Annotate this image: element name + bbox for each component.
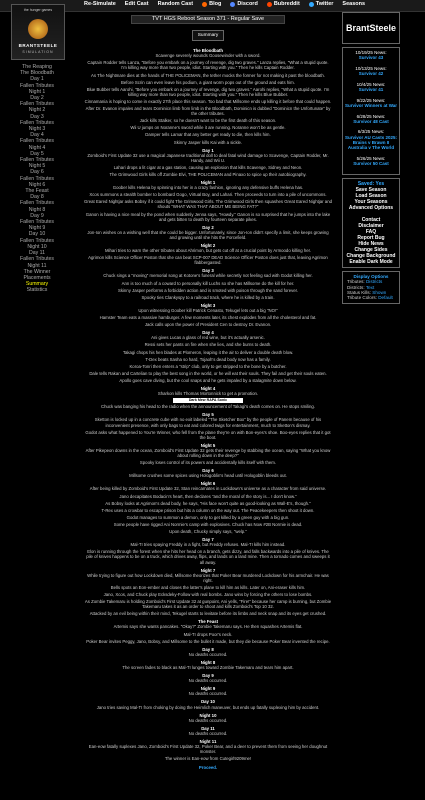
event-text: The Grimwood Girls kills off Zombie Elvi, THE POLICEMAN and Pinaxo to spice up their autobiography.	[109, 171, 307, 177]
display-option-row	[347, 295, 395, 300]
display-options-heading: Display Options	[353, 273, 389, 279]
summary-button[interactable]: Summary	[192, 30, 225, 41]
event-text: As The Nightmare dies at the hands of THE POLICEMAN, the tether mocks the former for not making it past the bloodbath.	[91, 72, 325, 78]
sidebar-item[interactable]: Fallen Tributes	[19, 200, 55, 207]
event-text: Mal-TI drops Poor's neck.	[183, 631, 233, 637]
event-text: Apollo goes cave diving, but the cool snaps and he gets impaled by a stalagmite down below.	[119, 377, 297, 383]
display-option-label: Districts:	[347, 284, 366, 290]
display-options-panel	[342, 271, 400, 304]
display-option-value[interactable]: Text	[365, 284, 375, 290]
event-text: Lahari drops a lit cigar at a gas station, causing an explosion that kills Scavenge, Sidney and Neon.	[113, 164, 303, 170]
event-text: T-Dex beats Sasha so hard, Tojaoh's dead body now has a family.	[145, 356, 271, 362]
option-link[interactable]: Save Season	[355, 186, 387, 193]
sidebar-item[interactable]: Night 6	[28, 181, 46, 188]
sidebar-item[interactable]: Day 1	[30, 76, 44, 83]
news-date: 10/19/25 News:	[355, 50, 387, 55]
event-text: Godot manages to summon a demon, only to get killed by a green guy with a big gun.	[126, 514, 290, 520]
sidebar-item[interactable]: The Winner	[23, 268, 51, 275]
event-text: The winner is Ean-eow from Cutegirl9209me!	[164, 756, 252, 762]
page-title: TVT HGS Reboot Season 371 - Regular Save	[131, 15, 285, 24]
event-text: Hamster Team eats a massive hamburger. A few moments later, its chest explodes from all the cholesterol and fat.	[99, 315, 317, 321]
sidebar-item[interactable]: Fallen Tributes	[19, 219, 55, 226]
sidebar-item[interactable]: Day 5	[30, 150, 44, 157]
news-link[interactable]: Survivor 42	[358, 71, 384, 77]
game-logo	[11, 4, 65, 60]
event-text: Mihari tries to warn the other tributes about Ahrimon, but gets cut off at a crucial point by Armoodo killing her.	[104, 248, 312, 254]
topnav-item-edit-cast[interactable]	[125, 1, 149, 7]
summary-sections	[84, 48, 332, 761]
event-text: T-Rex uses a crowbar to escape prison but hits a column on the way out. The Peacekeepers then shoot it down.	[101, 507, 315, 513]
event-text: Xcos summons a stealth bomber to bombard Gogo, Virtual Boy, and Lahari. Then proceeds to turn into a pile of uncommons.	[89, 192, 327, 198]
section-heading: Night 5	[200, 442, 216, 448]
event-text: No deaths occurred.	[188, 730, 228, 736]
section-heading: Day 10	[201, 699, 215, 705]
option-link[interactable]: Disclaimer	[358, 222, 384, 229]
sidebar-item[interactable]: Night 3	[28, 126, 46, 133]
sidebar-item[interactable]: The Feast	[25, 188, 49, 195]
topnav-label: Edit Cast	[124, 1, 149, 7]
event-text: Skinny Jasper kills Kai with a sickle.	[173, 139, 243, 145]
event-text: After being killed by Zomboid's First Update 32, Stan reincarnates in Lockdown's universe as a character from said universe.	[89, 486, 327, 492]
sidebar-item[interactable]: Statistics	[26, 287, 48, 294]
sidebar-item[interactable]: Placements	[23, 274, 51, 281]
event-text: While trying to figure out how Lockdown died, Millsome theorizes that Poker Bear murdered Lockdown for his armchair. He was right.	[87, 572, 329, 583]
event-text: Great Eared Nightjar asks Bobsy if it could fight The Grimwood Girls. The Grimwood Girls then squashes Great Eared Nightjar and shouts "WHAT WAS THAT ABOUT ME BEING FAT?"	[84, 199, 332, 210]
event-text: Jack calls upon the power of President Cen to destroy Dr. Evanon.	[144, 322, 272, 328]
section-heading: Day 9	[202, 673, 214, 679]
news-date: 6/3/25 News:	[357, 129, 385, 135]
event-text: No deaths occurred.	[188, 651, 228, 657]
option-link[interactable]: FAQ	[365, 228, 377, 235]
event-text: Before Scrin can even leave his podium, a giant worm pops out of the ground and eats him.	[121, 79, 295, 85]
section-heading: Day 8	[202, 646, 214, 652]
section-heading: Night 11	[199, 739, 217, 745]
display-option-value[interactable]: Districts	[365, 279, 383, 285]
event-text: Ean-eow fatally suplexes Jano, Zomboid's First Update 32, Poker Bear, and a deer to prevent them from seeing her doughnut monster.	[88, 744, 328, 755]
topnav-item-re-simulate[interactable]	[84, 1, 116, 7]
section-heading: Day 11	[201, 725, 215, 731]
event-text: The screen fades to black as Mal-TI lunges toward Zombie Takemaru and tears him apart.	[122, 665, 294, 670]
event-text: Jano, Xcos, and Chuck play Ecksdeky-Follow with real bombs. Jano wins by forcing the others to lose bombs.	[103, 591, 313, 597]
event-text: No deaths occurred.	[188, 717, 228, 723]
event-text: Cinnamania is hoping to come in exactly 27th place this season. Too bad that Millsome ends up killing it before that could happen.	[84, 98, 332, 104]
sidebar-item[interactable]: Fallen Tributes	[19, 237, 55, 244]
event-text: As Zombie Takemaru is holding Zomboid's First Update 32 at gunpoint, Ani yells, "Fire!" because her camp is burning, but Zombie Takemaru takes it as an order to shoot and kills Zomboid's Top 10 32.	[84, 599, 332, 610]
event-text: Chuck sings a "moving" memorial song at Kotone's funeral while secretly not feeling sad with Godot killing her.	[103, 273, 313, 279]
event-text: Skinny Jasper performs a forbidden action and is smoted with poison through the sand forever.	[117, 287, 299, 293]
sidebar-item[interactable]: The Bloodbath	[20, 70, 54, 77]
event-text: Godot asks what happened to You're Winner, who fell from the plane they're on with Bon-eyes's shoe. Boo-eyes replies that it got the boot.	[85, 429, 331, 440]
section-heading: Day 2	[202, 224, 214, 230]
event-text: After Pikepeon downs in the ocean, Zomboid's First Update 32 gets their revenge by stabbing the ocean, saying "What you know about rolling down in the deep?"	[85, 447, 331, 458]
sidebar-item[interactable]: Day 9	[30, 212, 44, 219]
news-date: 10/13/25 News:	[355, 65, 387, 71]
event-text: Ann is too much of a coward to personally kill Luchs so she has Millsome do the kill for her.	[121, 280, 295, 286]
event-text: As Bobsy looks at Agrimon's dead body, he says, "His face won't quite as good-looking as Wall-E's, though."	[105, 500, 311, 506]
news-link[interactable]: Survivor 41	[358, 87, 384, 93]
section-heading: Night 8	[200, 659, 216, 665]
sidebar-item[interactable]: Fallen Tributes	[19, 119, 55, 126]
section-heading: Day 5	[202, 412, 214, 418]
left-sidebar	[2, 0, 74, 294]
topnav-label: Discord	[237, 1, 258, 7]
topnav-label: Bubreddit	[273, 1, 300, 7]
sidebar-item[interactable]: Night 8	[28, 206, 46, 213]
option-link[interactable]: Your Seasons	[354, 198, 388, 205]
main-content	[84, 15, 332, 771]
event-text: Artemis says she wants pancakes. "Okay?" Zombie Takemaru says. He then squashes Artemis flat.	[113, 624, 303, 630]
discord-icon	[230, 2, 235, 7]
twitter-icon	[309, 2, 314, 7]
sidebar-item[interactable]: Night 4	[28, 144, 46, 151]
section-heading: Night 9	[200, 686, 216, 692]
event-text: Goober kills Helena by spinning into her in a crazy fashion, ignoring any defensive buffs Helena has.	[112, 185, 304, 191]
section-heading: Day 3	[202, 268, 214, 274]
event-text: Takagi chops his hen blades at Plomeron, leaping it the air to deliver a double death blow.	[122, 349, 294, 355]
bubreddit-icon	[267, 2, 272, 7]
news-link[interactable]: Survivor AU Casts 2025: Brains v Brawn II Australia v The World	[344, 134, 398, 151]
event-text: Scavenge severely wounds Goosewinder with a sword.	[155, 53, 261, 59]
event-text: Sharkon kills Thomas Mortonnick to get a promotion.	[157, 391, 259, 397]
display-option-label: Tributes:	[347, 279, 366, 285]
sidebar-item[interactable]: Fallen Tributes	[19, 175, 55, 182]
option-link[interactable]: Advanced Options	[348, 204, 394, 211]
event-text: Jon-Ion wishes on a wishing well that she could be bigger. Unfortunately, since Jon-Ion didn't specify a limit, she keeps growing and growing until she hits the Forcefield.	[87, 229, 329, 240]
saved-status: Saved: Yes	[357, 180, 385, 187]
event-text: Mal-TI tries spaying Freddy in a fight, but Freddy refuses. Mal-TI kills him instead.	[130, 542, 286, 548]
section-heading: Night 1	[200, 180, 216, 186]
section-heading: Night 6	[200, 481, 216, 487]
sidebar-item[interactable]: Fallen Tributes	[19, 138, 55, 145]
event-text: Upon death, Chucky simply says, "welp."	[169, 529, 247, 535]
topnav-label: Twitter	[315, 1, 334, 7]
sidebar-item[interactable]: Day 10	[28, 231, 46, 238]
sidebar-item[interactable]: Night 1	[28, 88, 46, 95]
event-text: Poker Bear invites Peggy, Jano, Bobsy, and Millsome to the bullet it made, but they die because Poker Bear invented the recipe.	[86, 638, 330, 644]
sidebar-item[interactable]: Fallen Tributes	[19, 82, 55, 89]
sidebar-item[interactable]: Fallen Tributes	[19, 256, 55, 263]
topnav-item-bubreddit[interactable]	[267, 1, 300, 7]
option-link[interactable]: Load Season	[355, 192, 387, 199]
section-heading: Day 1	[202, 147, 214, 153]
option-link[interactable]: Change Background	[346, 252, 396, 259]
sidebar-item[interactable]: Night 10	[27, 243, 47, 250]
event-text: Koroa-Tonri then enters a "strip" club, only to get stripped to the bone by a butcher.	[129, 363, 287, 369]
topnav-item-random-cast[interactable]	[158, 1, 193, 7]
user-name: BrantSteele	[342, 12, 400, 44]
sidebar-item[interactable]: Day 3	[30, 113, 44, 120]
event-text: Some people have rigged Ani Normie's camp with explosives. Chuck has Now #2B Normie is dead.	[113, 521, 303, 527]
event-text: Bells spots an Eon-ember and closes the latter's plane to kill him as kills. Later on, Ani-eraser kills him.	[110, 584, 306, 590]
logo-name: BRANTSTEELE	[18, 43, 58, 48]
event-text: Blue Bubber tells Aarohi, "Before you embark on a journey of revenge, dig two graves." Aarohi replies, "What a stupid quote. I'm killing way more than two people, idiot. Starting with you." Then he kills Blue Bubber.	[86, 86, 330, 97]
sidebar-item[interactable]: Night 2	[28, 107, 46, 114]
topnav-label: Random Cast	[157, 1, 194, 7]
section-heading: The Bloodbath	[192, 48, 224, 54]
news-date: 6/28/25 News:	[356, 113, 386, 119]
news-panel	[342, 47, 400, 175]
topnav-item-blog[interactable]	[202, 1, 221, 7]
sidebar-item[interactable]: The Reaping	[22, 64, 52, 70]
event-text: Chuck was banging his head to the radio when the announcement of Takagi's death comes on. He stops smiling.	[100, 404, 316, 410]
sidebar-item[interactable]: Day 8	[30, 194, 44, 201]
event-text: Ressi sets her pants on fire when she lies, and she burns to death.	[144, 342, 272, 348]
event-text: Jano tries saving Mal-TI from choking by doing the Heimlich maneuver, but ends up fatally suplexing him by accident.	[96, 704, 320, 710]
section-heading: Night 2	[200, 243, 216, 248]
sidebar-item[interactable]: Fallen Tributes	[19, 101, 55, 108]
sidebar-item[interactable]: Day 11	[28, 250, 46, 257]
section-heading: Night 10	[199, 712, 217, 718]
news-date: 5/26/25 News:	[356, 155, 386, 161]
sidebar-item[interactable]: Night 9	[28, 225, 46, 232]
event-text: No deaths occurred.	[188, 691, 228, 697]
sidebar-item[interactable]: Summary	[25, 281, 49, 288]
event-text: Jack kills Stalker, so he doesn't want to be the first death of this season.	[139, 118, 277, 124]
sidebar-item[interactable]: Day 6	[30, 169, 44, 176]
topnav-label: Blog	[209, 1, 222, 7]
section-heading: Day 4	[202, 330, 214, 336]
blog-icon	[202, 2, 207, 7]
section-heading: Night 4	[200, 385, 216, 391]
news-date: 10/4/25 News:	[356, 81, 386, 87]
event-text: Captain Rodder tells Lanza, "Before you embark on a journey of revenge, dig two graves." Lanza replies, "What a stupid quote. I'm killing way more than two people, idiot. Starting with you." Then he kills Captain Rodder.	[87, 60, 329, 71]
sidebar-item[interactable]: Night 5	[28, 163, 46, 170]
display-option-label: Status Kills:	[347, 290, 373, 296]
topnav-item-seasons[interactable]	[342, 1, 365, 7]
section-heading: Day 7	[202, 537, 214, 543]
event-text: Spooky ties Clankyspy to a railroad track, where he is killed by a train.	[141, 294, 275, 300]
display-option-label: Tribute Colors:	[347, 295, 379, 301]
display-option-value[interactable]: Shown	[372, 290, 387, 296]
topnav-label: Re-Simulate	[84, 1, 116, 7]
event-text: Damper tells Lamar that any better get ready to die, then kills him.	[145, 132, 271, 138]
event-text: No deaths occurred.	[188, 678, 228, 684]
sidebar-nav	[11, 64, 63, 294]
event-text: Ani gives Lucas a glass of red wine, but it's actually arsenic.	[151, 335, 265, 341]
section-heading: Day 6	[202, 468, 214, 474]
mockingjay-icon	[28, 19, 48, 39]
event-banner: Dark Mew RAPA Sonic	[173, 398, 243, 403]
event-text: Ganon is having a nice meal by the pond when suddenly Jenna says, "Howdy." Ganon is so surprised that he jumps into the lake and gets bitten to death by fourteen separate pikes.	[85, 211, 331, 222]
section-heading: The Feast	[197, 619, 219, 625]
sidebar-item[interactable]: Day 2	[30, 95, 44, 102]
section-heading: Night 7	[200, 567, 216, 573]
event-text: Zomboid's First Update 32 use a magical Japanese traditional doll to deal fatal wind damage to Scavenge, Captain Rodder, Mr. Handy, and Wii U.	[87, 152, 329, 163]
news-link[interactable]: Survivor 43	[358, 55, 384, 61]
event-text: Jano decapitates Bodacin's heart, then declares "and the moral of the story is... I don't know."	[119, 493, 297, 499]
event-text: Elon is running through the forest when she hits her head on a branch, gets dizzy, and falls backwards into a pile of knives. The pile of knives happens to be on a truck, which drives away, flips, and lands on a land mine. Then a tornado comes and sweeps it all away.	[86, 549, 330, 565]
sidebar-item[interactable]: Night 11	[27, 262, 47, 269]
display-option-value[interactable]: Default	[378, 295, 393, 301]
top-nav	[84, 1, 365, 7]
logo-top-text: the hunger games	[23, 8, 53, 12]
logo-subtitle: SIMULATION	[22, 50, 54, 54]
section-heading: Night 3	[200, 302, 216, 308]
option-link[interactable]: Hide News	[358, 240, 384, 247]
event-text: Agrimon kills Science Officer Poston that she can beat SCP-007 DEAD Science Officer Poston does just that, leaving Agrimon flabbergasted.	[88, 255, 328, 266]
event-text: Spooky loses control of its powers and accidentally kills itself with them.	[139, 460, 277, 466]
event-text: After Dr. Evanon impales and tears Dominicn limb from limb in the Bloodbath, Dominicn is dubbed "Dominicn the Unfortunate" by the other tributes.	[85, 106, 331, 117]
option-link[interactable]: Report Bug	[357, 234, 385, 241]
event-text: Attacked by an evil being within their mind, Tekugel starts to levitate before its limbs and neck snap and its eyes get crushed.	[89, 611, 327, 617]
event-text: Sketton is locked up in a concrete cube with no exit labeled "The Sketcher Box" by the people of Panem because of his inconvenient presence, with only bags to eat and colored twigs for entertainment, much to Sketton's dismay.	[94, 417, 322, 428]
event-text: Wii U jumps on Noranne's sword while it are running. Noranne won't be as gentle.	[130, 125, 286, 131]
topnav-item-twitter[interactable]	[309, 1, 334, 7]
options-panel	[342, 178, 400, 268]
news-date: 9/22/25 News:	[356, 97, 386, 103]
topnav-label: Seasons	[342, 1, 366, 7]
option-link[interactable]: Enable Dark Mode	[349, 258, 393, 265]
option-link[interactable]: Contact	[361, 216, 381, 223]
news-link[interactable]: Survivor 50 Cast	[353, 161, 389, 167]
sidebar-item[interactable]: Day 4	[30, 132, 44, 139]
news-link[interactable]: Survivor Winners at War	[344, 102, 398, 108]
topnav-item-discord[interactable]	[230, 1, 257, 7]
sidebar-item[interactable]: Fallen Tributes	[19, 157, 55, 164]
proceed-link[interactable]: Proceed.	[198, 765, 218, 771]
event-text: Millsome crushes some spices using Hologoblin's head until Hologoblin bleeds out.	[129, 473, 287, 479]
right-sidebar	[342, 12, 400, 307]
news-link[interactable]: Survivor 48 Cast	[353, 118, 389, 124]
event-text: Dale tells Rakan and Cartelian to play the best song in the world, or he will eat their souls. They fail and get their souls eaten.	[89, 370, 327, 376]
option-link[interactable]: Change Sides	[354, 246, 388, 253]
event-text: Upon witnessing Goober kill Patrick Cenasto, Tekugel lets out a big "NO!"	[138, 307, 278, 313]
